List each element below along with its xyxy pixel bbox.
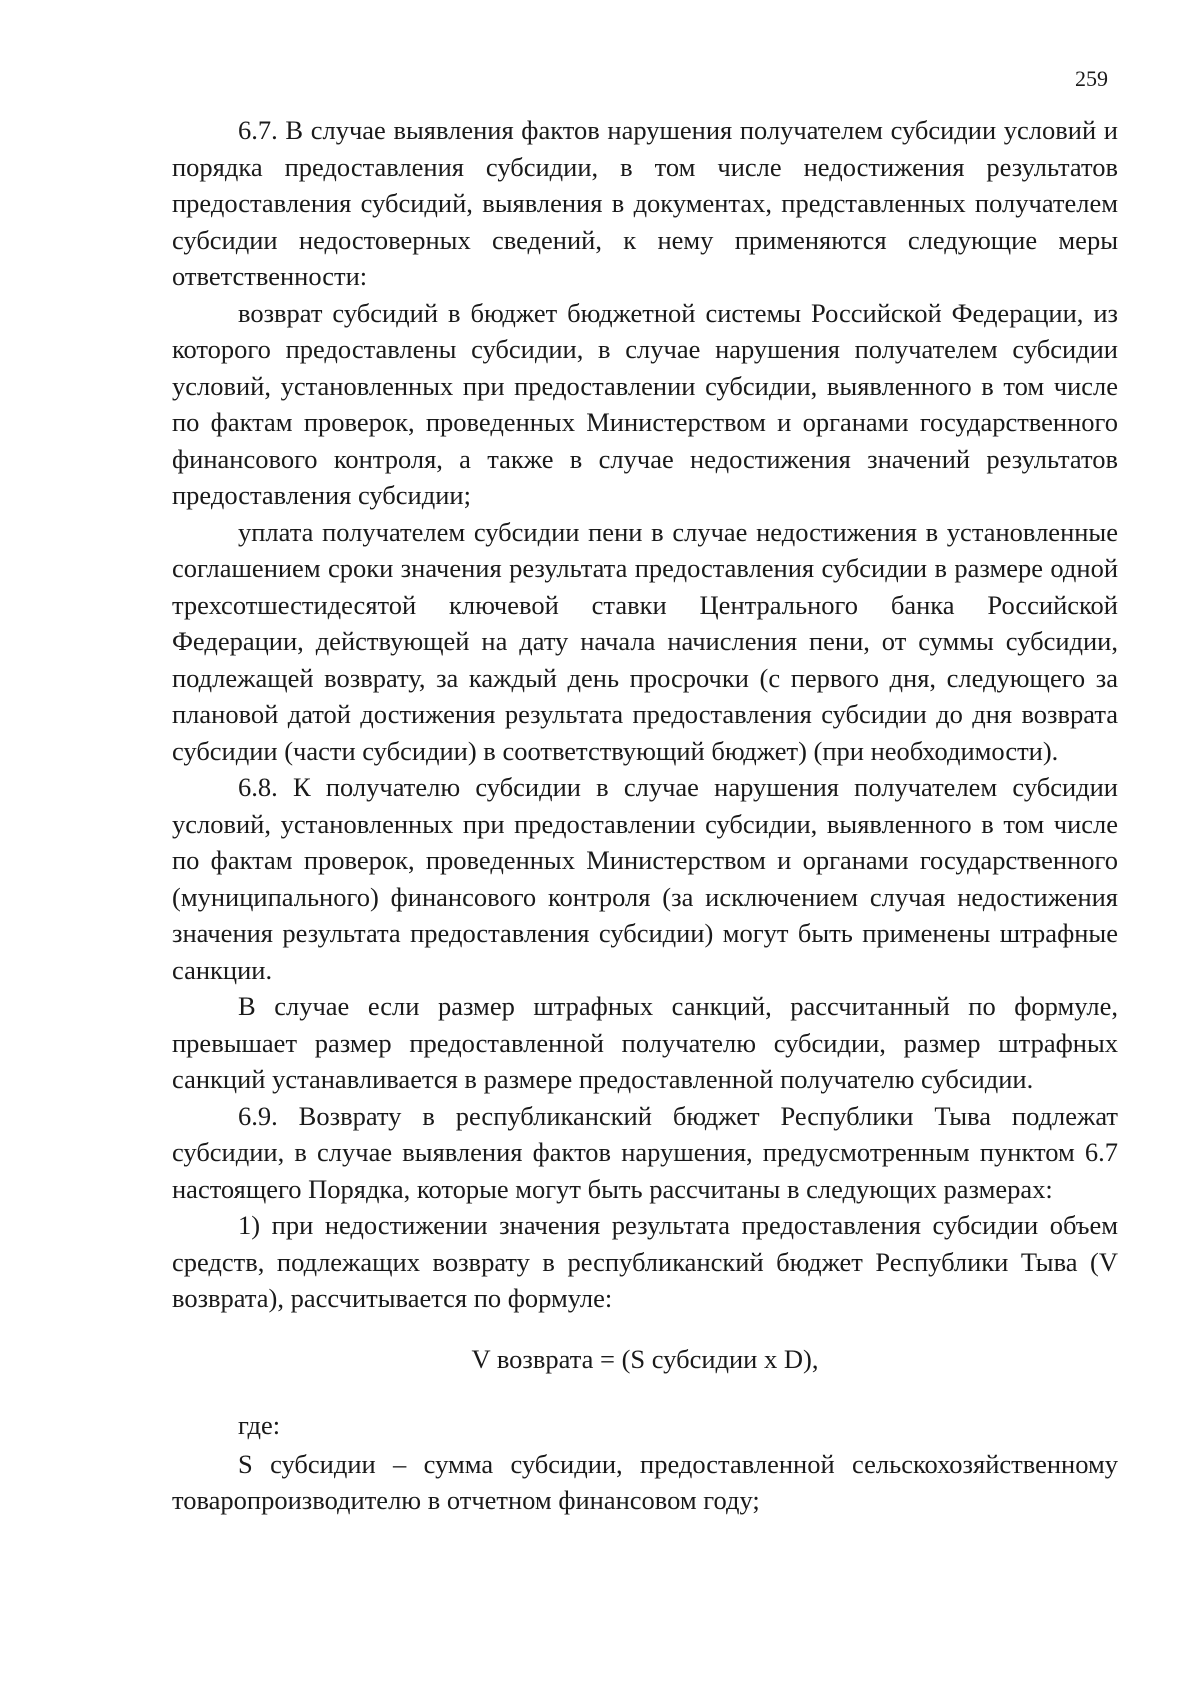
where-label: где: [238, 1410, 281, 1440]
paragraph-6-9-item-1: 1) при недостижении значения результата предоставления субсидии объем средств, подлежащих возврату в республиканский бюджет Республики Тыва (V возврата), рассчитывается по формуле: [172, 1210, 1118, 1313]
formula: V возврата = (S субсидии x D), [471, 1343, 819, 1374]
paragraph-refund-measure: возврат субсидий в бюджет бюджетной системы Российской Федерации, из которого предоставлены субсидии, в случае нарушения получателем субсидии условий, установленных при предоставлении субсидии, выявленного в том числе по фактам проверок, проведенных Министерством и органами государственного финансового контроля, а также в случае недостижения значений результатов предоставления субсидии; [172, 297, 1118, 510]
paragraph-6-9: 6.9. Возврату в республиканский бюджет Республики Тыва подлежат субсидии, в случае выявления фактов нарушения, предусмотренным пунктом 6.7 настоящего Порядка, которые могут быть рассчитаны в следующих размерах: [172, 1100, 1118, 1204]
document-body [172, 112, 1118, 1519]
paragraph-6-7: 6.7. В случае выявления фактов нарушения получателем субсидии условий и порядка предоставления субсидии, в том числе недостижения результатов предоставления субсидий, выявления в документах, представленных получателем субсидии недостоверных сведений, к нему применяются следующие меры ответственности: [172, 115, 1118, 291]
definition-s-subsidy: S субсидии – сумма субсидии, предоставленной сельскохозяйственному товаропроизводителю в отчетном финансовом году; [172, 1448, 1118, 1515]
paragraph-penalty-measure: уплата получателем субсидии пени в случае недостижения в установленные соглашением сроки значения результата предоставления субсидии в размере одной трехсотшестидесятой ключевой ставки Центрального банка Российской Федерации, действующей на дату начала начисления пени, от суммы субсидии, подлежащей возврату, за каждый день просрочки (с первого дня, следующего за плановой датой достижения результата предоставления субсидии до дня возврата субсидии (части субсидии) в соответствующий бюджет) (при необходимости). [172, 516, 1118, 766]
paragraph-fine-limit: В случае если размер штрафных санкций, рассчитанный по формуле, превышает размер предоставленной получателю субсидии, размер штрафных санкций устанавливается в размере предоставленной получателю субсидии. [172, 991, 1118, 1094]
paragraph-6-8: 6.8. К получателю субсидии в случае нарушения получателем субсидии условий, установленных при предоставлении субсидии, выявленного в том числе по фактам проверок, проведенных Министерством и органами государственного (муниципального) финансового контроля (за исключением случая недостижения значения результата предоставления субсидии) могут быть применены штрафные санкции. [172, 772, 1118, 985]
page-number: 259 [1075, 66, 1108, 91]
